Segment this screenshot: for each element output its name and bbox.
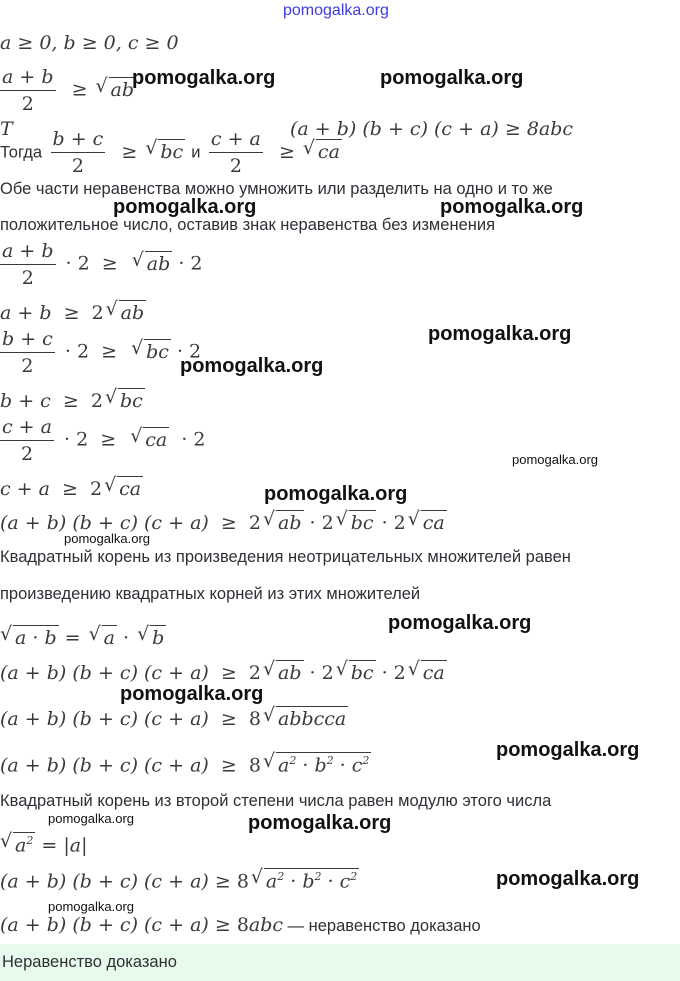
result-ca: c + a ≥ 2√ ca [0, 476, 143, 500]
watermark-top: pomogalka.org [283, 2, 389, 19]
watermark: pomogalka.org [496, 868, 640, 890]
then-word: Тогда [0, 143, 43, 162]
product-inequality-2: (a + b) (b + c) (c + a) ≥ 2√ ab · 2√ bc · 2√ ca [0, 660, 447, 684]
watermark: pomogalka.org [264, 483, 408, 505]
result-ab: a + b ≥ 2√ ab [0, 300, 146, 324]
final-inequality: (a + b) (b + c) (c + a) ≥ 8abc — неравенство доказано [0, 914, 481, 936]
product-inequality-5: (a + b) (b + c) (c + a) ≥ 8√ $a^2 \cdot b^2 \cdot c^2$ [0, 868, 359, 892]
multiply-bc: $\frac{b + c}{2}$ · 2 ≥ √ bc · 2 [0, 328, 201, 377]
product-inequality-4: (a + b) (b + c) (c + a) ≥ 8√ $a^2 \cdot b^2 \cdot c^2$ [0, 752, 371, 776]
explanation-1a: Обе части неравенства можно умножить или разделить на одно и то же [0, 180, 553, 198]
explanation-3: Квадратный корень из второй степени числа равен модулю этого числа [0, 792, 552, 810]
multiply-ab: $\frac{a + b}{2}$ · 2 ≥ √ ab · 2 [0, 240, 203, 289]
watermark: pomogalka.org [428, 323, 572, 345]
clipped-line: Т (a + b) (b + c) (c + a) ≥ 8abc [0, 118, 574, 140]
answer-label: Неравенство доказано [2, 953, 177, 971]
watermark: pomogalka.org [380, 67, 524, 89]
watermark: pomogalka.org [496, 739, 640, 761]
result-bc: b + c ≥ 2√ bc [0, 388, 145, 412]
watermark: pomogalka.org [440, 196, 584, 218]
multiply-ca: $\frac{c + a}{2}$ · 2 ≥ √ ca · 2 [0, 416, 205, 465]
product-inequality-1: (a + b) (b + c) (c + a) ≥ 2√ ab · 2√ bc · 2√ ca [0, 510, 447, 534]
abs-rule: √ $a^2 = |a|$ [0, 832, 87, 856]
explanation-2b: произведению квадратных корней из этих множителей [0, 585, 421, 603]
root-product-rule: √ a · b = √ a · √ b [0, 625, 166, 649]
explanation-1b: положительное число, оставив знак неравенства без изменения [0, 216, 496, 234]
watermark: pomogalka.org [132, 67, 276, 89]
am-gm-ab: $\frac{a + b}{2}$ ≥ √ ab [0, 66, 136, 115]
and-word: и [191, 143, 201, 162]
condition-line: a ≥ 0, b ≥ 0, c ≥ 0 [0, 32, 179, 54]
watermark: pomogalka.org [120, 683, 264, 705]
watermark: pomogalka.org [512, 452, 598, 467]
watermark: pomogalka.org [180, 355, 324, 377]
proved-text: — неравенство доказано [287, 917, 481, 935]
watermark: pomogalka.org [113, 196, 257, 218]
watermark: pomogalka.org [248, 812, 392, 834]
answer-box [0, 944, 680, 981]
watermark: pomogalka.org [48, 899, 134, 914]
watermark: pomogalka.org [388, 612, 532, 634]
explanation-2a: Квадратный корень из произведения неотрицательных множителей равен [0, 548, 571, 566]
then-line: Тогда $\frac{b + c}{2}$ ≥ √ bc и $\frac{c + a}{2}$ ≥ √ ca [0, 128, 342, 177]
watermark: pomogalka.org [48, 811, 134, 826]
watermark: pomogalka.org [64, 531, 150, 546]
product-inequality-3: (a + b) (b + c) (c + a) ≥ 8√ abbcca [0, 706, 348, 730]
